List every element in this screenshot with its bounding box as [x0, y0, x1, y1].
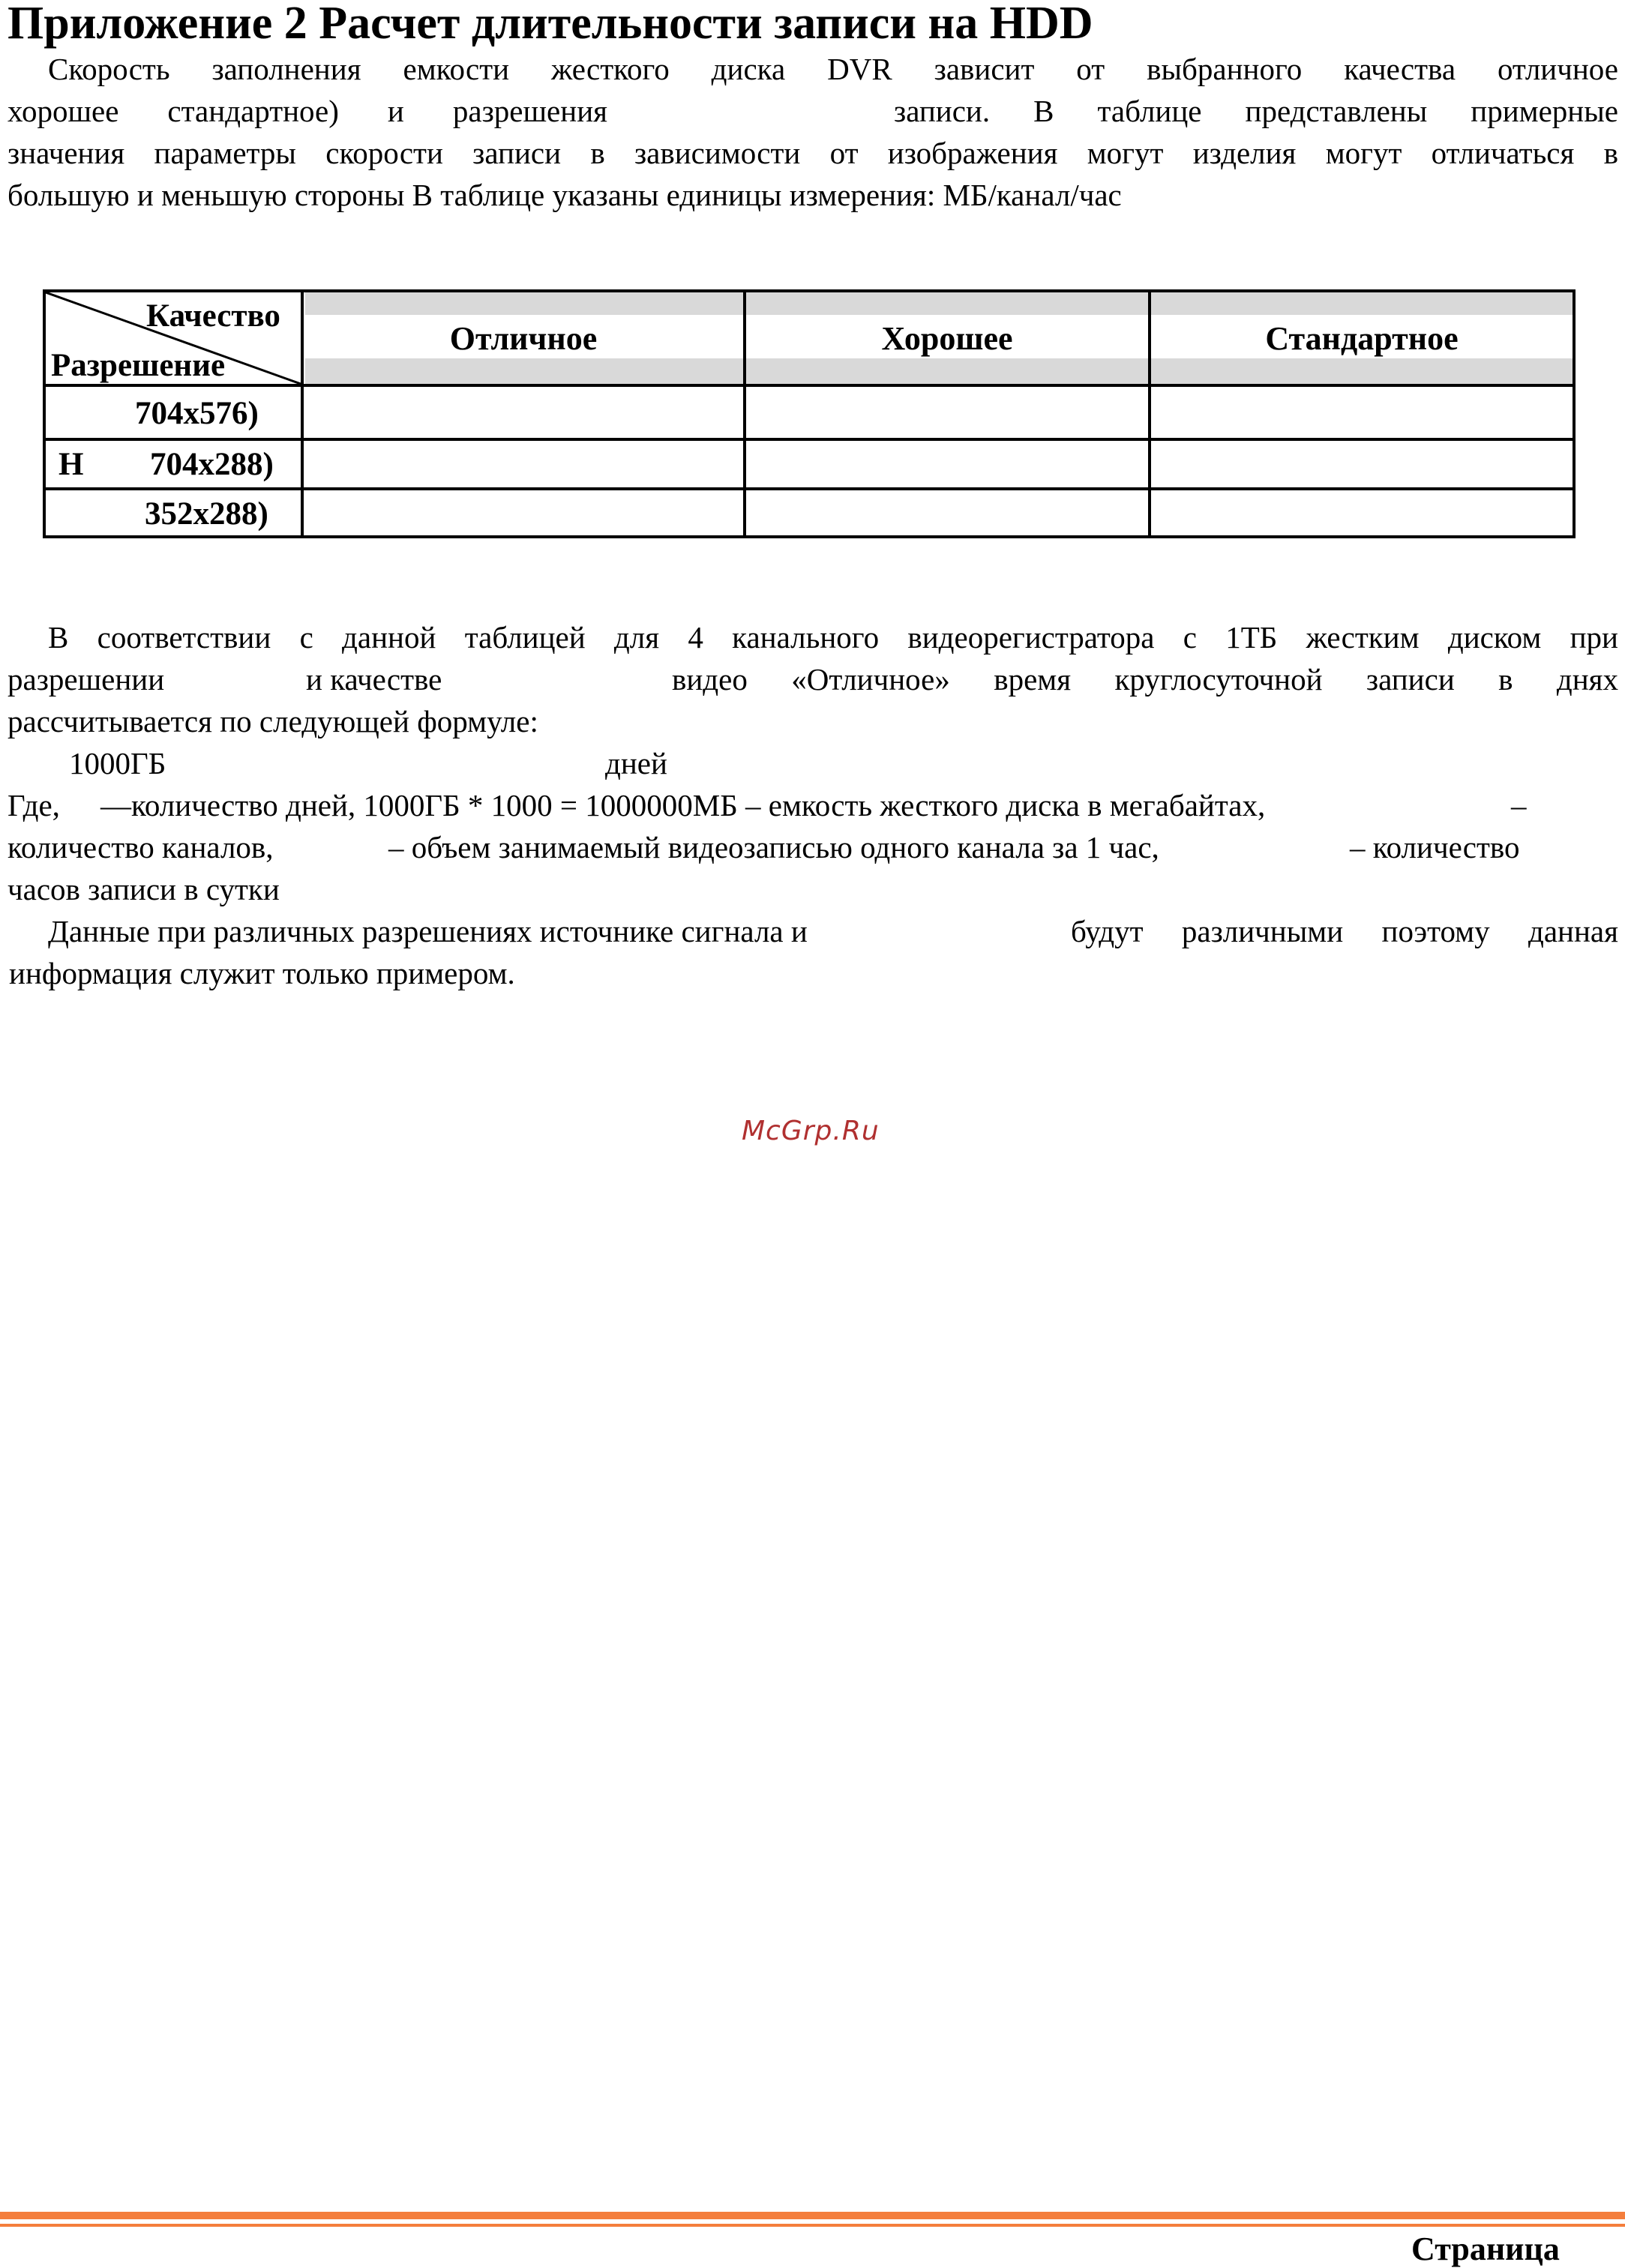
- page-title: Приложение 2 Расчет длительности записи на HDD: [7, 0, 1093, 49]
- intro-line-3: значения параметры скорости записи в зависимости от изображения могут изделия могут отличаться в: [7, 136, 1618, 170]
- watermark: McGrp.Ru: [742, 1116, 880, 1146]
- para3-line-2: информация служит только примером.: [9, 956, 515, 990]
- column-header-excellent: Отличное: [449, 320, 598, 357]
- para2-line-2c: видео «Отличное» время круглосуточной записи в днях: [672, 662, 1618, 697]
- para2-line-2b: и качестве: [306, 662, 442, 697]
- intro-line-2: хорошее стандартное) и разрешения: [7, 94, 607, 128]
- where-line-2b: – объем занимаемый видеозаписью одного канала за 1 час,: [388, 830, 1159, 864]
- column-header-standard: Стандартное: [1265, 320, 1459, 357]
- formula-left: 1000ГБ: [69, 746, 166, 780]
- para3-line-1b: будут различными поэтому данная: [1071, 914, 1618, 948]
- para2-line-3: рассчитывается по следующей формуле:: [7, 704, 538, 739]
- where-line-2c: – количество: [1350, 830, 1520, 864]
- para2-line-1: В соответствии с данной таблицей для 4 канального видеорегистратора с 1ТБ жестким диском при: [48, 620, 1618, 655]
- row-label-704x288: 704x288): [150, 447, 274, 482]
- corner-label-resolution: Разрешение: [51, 348, 226, 383]
- row-label-704x576: 704x576): [135, 396, 259, 431]
- column-header-good: Хорошее: [881, 320, 1013, 357]
- where-line-2a: количество каналов,: [7, 830, 274, 864]
- where-line-1c: –: [1511, 788, 1527, 822]
- page-label: Страница: [1411, 2231, 1560, 2267]
- row-prefix-h: H: [58, 447, 84, 482]
- intro-line-2b: записи. В таблице представлены примерные: [894, 94, 1618, 128]
- formula-right: дней: [605, 746, 667, 780]
- intro-line-4: большую и меньшую стороны В таблице указаны единицы измерения: МБ/канал/час: [7, 178, 1122, 212]
- corner-label-quality: Качество: [146, 298, 280, 334]
- footer-divider-thin: [0, 2224, 1625, 2227]
- intro-line-1: Скорость заполнения емкости жесткого диска DVR зависит от выбранного качества отличное: [48, 52, 1618, 86]
- where-line-3: часов записи в сутки: [7, 872, 280, 906]
- where-line-1b: —количество дней, 1000ГБ * 1000 = 1000000МБ – емкость жесткого диска в мегабайтах,: [100, 788, 1266, 822]
- para3-line-1a: Данные при различных разрешениях источнике сигнала и: [48, 914, 808, 948]
- footer-divider: [0, 2212, 1625, 2219]
- para2-line-2a: разрешении: [7, 662, 165, 697]
- row-label-352x288: 352x288): [145, 496, 268, 532]
- where-line-1a: Где,: [7, 788, 60, 822]
